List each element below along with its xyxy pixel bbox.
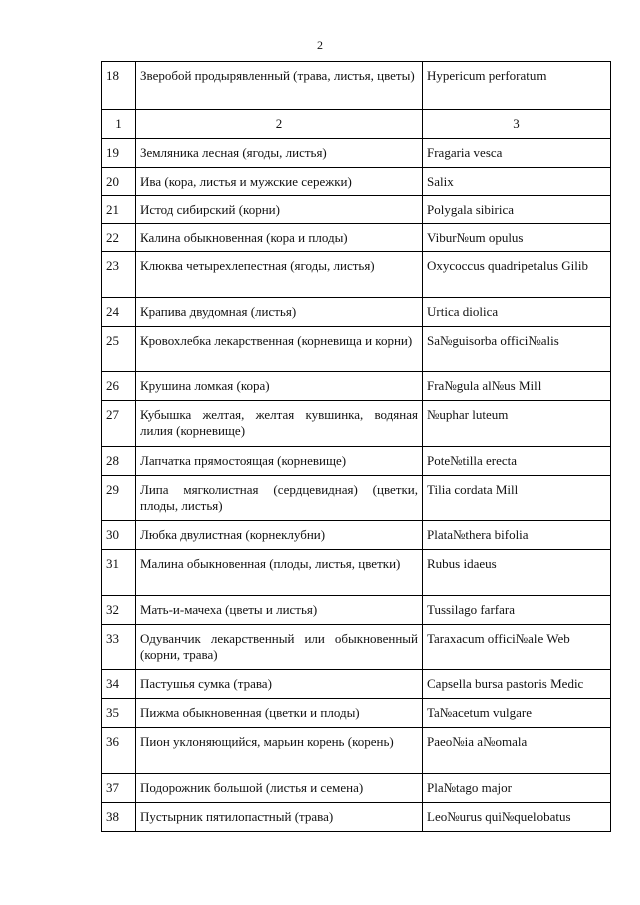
table-row: [102, 521, 611, 550]
table-row: [102, 252, 611, 298]
plant-name: Любка двулистная (корнеклубни): [136, 521, 423, 550]
latin-name: Fra№gula al№us Mill: [423, 372, 611, 401]
latin-name: Salix: [423, 168, 611, 196]
table-row: [102, 196, 611, 224]
row-number: 32: [102, 596, 136, 625]
plant-name: Зверобой продырявленный (трава, листья, цветы): [136, 62, 423, 110]
row-number: 22: [102, 224, 136, 252]
row-number: 18: [102, 62, 136, 110]
table-row: [102, 596, 611, 625]
plant-name: Земляника лесная (ягоды, листья): [136, 139, 423, 168]
table-row: [102, 327, 611, 372]
row-number: 35: [102, 699, 136, 728]
column-number: 3: [423, 110, 611, 139]
row-number: 23: [102, 252, 136, 298]
plant-name: Пижма обыкновенная (цветки и плоды): [136, 699, 423, 728]
plant-name: Пастушья сумка (трава): [136, 670, 423, 699]
latin-name: Rubus idaeus: [423, 550, 611, 596]
latin-name: Hypericum perforatum: [423, 62, 611, 110]
row-number: 31: [102, 550, 136, 596]
latin-name: Tilia cordata Mill: [423, 476, 611, 521]
row-number: 38: [102, 803, 136, 832]
column-number: 1: [102, 110, 136, 139]
plant-name: Пион уклоняющийся, марьин корень (корень): [136, 728, 423, 774]
plant-name: Кровохлебка лекарственная (корневища и корни): [136, 327, 423, 372]
latin-name: Sa№guisorba offici№alis: [423, 327, 611, 372]
row-number: 37: [102, 774, 136, 803]
row-number: 34: [102, 670, 136, 699]
latin-name: Pote№tilla erecta: [423, 447, 611, 476]
plant-name: Истод сибирский (корни): [136, 196, 423, 224]
row-number: 26: [102, 372, 136, 401]
table-row: [102, 550, 611, 596]
plant-table: [101, 61, 611, 832]
table-row: [102, 62, 611, 110]
latin-name: Oxycoccus quadripetalus Gilib: [423, 252, 611, 298]
latin-name: Fragaria vesca: [423, 139, 611, 168]
table-row: [102, 168, 611, 196]
latin-name: Pla№tago major: [423, 774, 611, 803]
table-row: [102, 401, 611, 447]
row-number: 21: [102, 196, 136, 224]
latin-name: Vibur№um opulus: [423, 224, 611, 252]
row-number: 36: [102, 728, 136, 774]
plant-name: Малина обыкновенная (плоды, листья, цветки): [136, 550, 423, 596]
table-row: [102, 139, 611, 168]
table-row: [102, 476, 611, 521]
plant-name: Крапива двудомная (листья): [136, 298, 423, 327]
plant-name: Крушина ломкая (кора): [136, 372, 423, 401]
table-row: [102, 298, 611, 327]
row-number: 19: [102, 139, 136, 168]
plant-name: Подорожник большой (листья и семена): [136, 774, 423, 803]
column-number-row: [102, 110, 611, 139]
row-number: 30: [102, 521, 136, 550]
plant-name: Ива (кора, листья и мужские сережки): [136, 168, 423, 196]
row-number: 27: [102, 401, 136, 447]
plant-name: Кубышка желтая, желтая кувшинка, водяная лилия (корневище): [136, 401, 423, 447]
plant-name: Лапчатка прямостоящая (корневище): [136, 447, 423, 476]
latin-name: Paeo№ia a№omala: [423, 728, 611, 774]
row-number: 33: [102, 625, 136, 670]
latin-name: Urtica diolica: [423, 298, 611, 327]
plant-name: Мать-и-мачеха (цветы и листья): [136, 596, 423, 625]
latin-name: Plata№thera bifolia: [423, 521, 611, 550]
row-number: 29: [102, 476, 136, 521]
latin-name: Ta№acetum vulgare: [423, 699, 611, 728]
table-row: [102, 670, 611, 699]
plant-name: Одуванчик лекарственный или обыкновенный (корни, трава): [136, 625, 423, 670]
table-row: [102, 372, 611, 401]
table-row: [102, 625, 611, 670]
column-number: 2: [136, 110, 423, 139]
latin-name: Polygala sibirica: [423, 196, 611, 224]
plant-name: Липа мягколистная (сердцевидная) (цветки, плоды, листья): [136, 476, 423, 521]
latin-name: №uphar luteum: [423, 401, 611, 447]
latin-name: Taraxacum offici№ale Web: [423, 625, 611, 670]
page-number: 2: [317, 38, 323, 52]
latin-name: Leo№urus qui№quelobatus: [423, 803, 611, 832]
table-row: [102, 774, 611, 803]
latin-name: Tussilago farfara: [423, 596, 611, 625]
plant-name: Калина обыкновенная (кора и плоды): [136, 224, 423, 252]
row-number: 20: [102, 168, 136, 196]
latin-name: Capsella bursa pastoris Medic: [423, 670, 611, 699]
plant-name: Пустырник пятилопастный (трава): [136, 803, 423, 832]
row-number: 24: [102, 298, 136, 327]
row-number: 25: [102, 327, 136, 372]
plant-name: Клюква четырехлепестная (ягоды, листья): [136, 252, 423, 298]
row-number: 28: [102, 447, 136, 476]
table-row: [102, 224, 611, 252]
table-row: [102, 728, 611, 774]
table-row: [102, 699, 611, 728]
table-row: [102, 447, 611, 476]
table-row: [102, 803, 611, 832]
